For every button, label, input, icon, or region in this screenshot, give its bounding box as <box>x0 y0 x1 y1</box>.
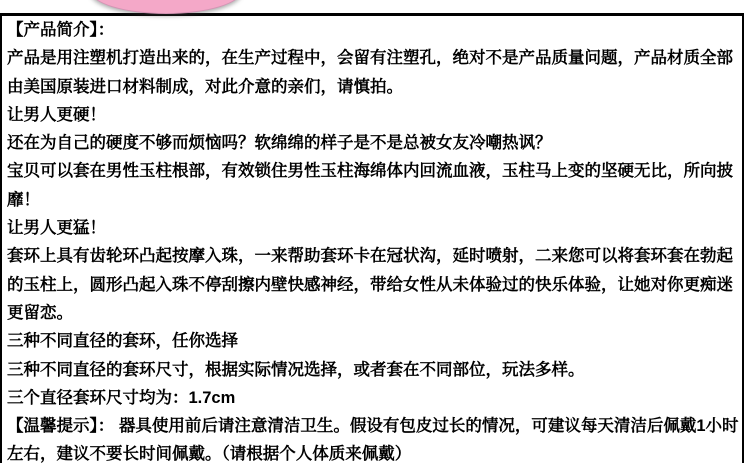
feature-line-2: 的玉柱上，圆形凸起入珠不停刮擦内壁快感神经，带给女性从未体验过的快乐体验，让她对你更痴迷 <box>7 275 733 294</box>
question-line: 还在为自己的硬度不够而烦恼吗？软绵绵的样子是不是总被女友冷嘲热讽？ <box>7 134 552 153</box>
ring-diameter-line: 三个直径套环尺寸均为：1.7cm <box>7 388 236 407</box>
material-note-line-2: 由美国原装进口材料制成，对此介意的亲们，请慎拍。 <box>7 77 403 96</box>
pink-oval-decoration <box>90 0 242 14</box>
feature-line-3: 更留恋。 <box>7 303 73 322</box>
ring-sizes-line: 三种不同直径的套环尺寸，根据实际情况选择，或者套在不同部位，玩法多样。 <box>7 360 585 379</box>
description-text-block <box>7 16 740 463</box>
warm-tips-line-2: 左右，建议不要长时间佩戴。（请根据个人体质来佩戴） <box>7 445 412 463</box>
ring-choice-line: 三种不同直径的套环，任你选择 <box>7 332 238 351</box>
slogan-harder: 让男人更硬！ <box>7 105 106 124</box>
warm-tips-heading-line: 【温馨提示】： 器具使用前后请注意清洁卫生。假设有包皮过长的情况，可建议每天清洁后佩戴1小时 <box>7 417 739 436</box>
box-left-border <box>0 13 2 463</box>
effect-line-1: 宝贝可以套在男性玉柱根部，有效锁住男性玉柱海绵体内回流血液，玉柱马上变的坚硬无比，所向披 <box>7 162 733 181</box>
feature-line-1: 套环上具有齿轮环凸起按摩入珠，一来帮助套环卡在冠状沟，延时喷射，二来您可以将套环套在勃起 <box>7 247 733 266</box>
effect-line-2: 靡！ <box>7 190 40 209</box>
material-note-line-1: 产品是用注塑机打造出来的，在生产过程中，会留有注塑孔，绝对不是产品质量问题，产品材质全部 <box>7 49 733 68</box>
slogan-stronger: 让男人更猛！ <box>7 219 106 238</box>
product-intro-heading: 【产品简介】： <box>7 21 115 39</box>
